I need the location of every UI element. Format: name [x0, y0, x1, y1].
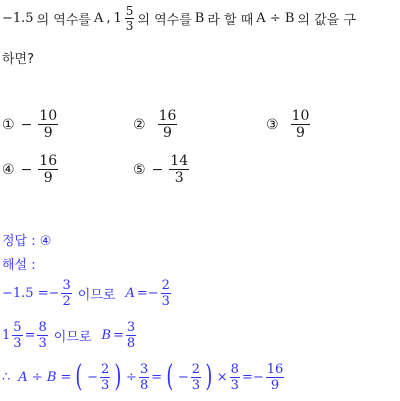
option-marker: ⑤	[133, 161, 146, 178]
fraction	[191, 363, 201, 392]
numerator: 10	[291, 108, 310, 124]
solution-step-1	[2, 279, 171, 308]
denominator: 3	[161, 294, 170, 309]
numerator: 14	[170, 153, 189, 169]
fraction	[100, 363, 110, 392]
denominator: 3	[125, 19, 134, 33]
option-marker: ③	[266, 116, 279, 133]
numerator: 2	[161, 278, 170, 293]
step-expression: A ÷ B =	[18, 369, 72, 385]
numerator: 3	[139, 361, 149, 377]
denominator: 3	[230, 377, 239, 393]
denominator: 9	[163, 125, 172, 141]
option-3[interactable]	[266, 109, 310, 140]
numerator: 5	[125, 4, 134, 18]
divide-sign: ÷	[126, 369, 137, 385]
fraction	[230, 363, 240, 392]
left-paren: (	[75, 359, 83, 394]
option-marker: ②	[133, 116, 146, 133]
numerator: 2	[191, 361, 201, 377]
denominator: 3	[13, 336, 22, 351]
numerator: 16	[266, 361, 284, 377]
fraction	[266, 363, 285, 392]
right-paren: )	[114, 359, 122, 394]
equals: =	[151, 369, 163, 385]
negative-decimal: −1.5	[2, 11, 34, 26]
solution-step-3	[2, 359, 284, 394]
option-fraction	[158, 109, 178, 140]
option-fraction	[291, 109, 311, 140]
variable-b: B	[194, 11, 205, 26]
equals: =	[113, 328, 124, 343]
option-sign: −	[151, 161, 164, 178]
numerator: 2	[101, 361, 110, 377]
question-text: 의 값을 구	[297, 13, 356, 28]
question-text: 하면?	[2, 52, 35, 67]
variable-b: B	[101, 328, 111, 343]
option-marker: ④	[2, 161, 15, 178]
equals: =	[24, 328, 36, 343]
question-text: 의 역수를	[137, 13, 192, 28]
denominator: 9	[43, 125, 53, 141]
option-fraction	[38, 154, 58, 185]
numerator: 10	[39, 108, 58, 124]
times-sign: ×	[216, 369, 228, 385]
step-text: 이므로	[53, 330, 92, 345]
option-2[interactable]	[133, 109, 177, 140]
equals-negative: =−	[136, 286, 159, 301]
denominator: 3	[101, 377, 110, 393]
mixed-number-fraction	[125, 5, 135, 32]
denominator: 9	[270, 377, 280, 393]
step-expression: −1.5 =−	[2, 286, 60, 301]
step-text: 이므로	[77, 288, 116, 303]
denominator: 3	[174, 170, 184, 186]
option-5[interactable]	[133, 154, 189, 185]
denominator: 9	[43, 170, 53, 186]
negative-sign: −	[87, 369, 99, 385]
numerator: 3	[62, 278, 71, 293]
answer-label: 정답 : ④	[2, 234, 52, 249]
denominator: 8	[139, 377, 149, 393]
option-marker: ①	[2, 116, 15, 133]
numerator: 5	[13, 320, 22, 335]
variable-a: A	[93, 11, 104, 26]
therefore-symbol: ∴	[2, 369, 11, 385]
denominator: 3	[191, 377, 201, 393]
numerator: 16	[158, 108, 177, 124]
fraction	[126, 321, 136, 350]
mixed-number-whole: 1	[2, 328, 11, 343]
question-line-1	[2, 5, 356, 32]
option-fraction	[38, 109, 58, 140]
fraction	[37, 321, 47, 350]
option-1[interactable]	[2, 109, 58, 140]
fraction	[61, 279, 71, 308]
expression: A ÷ B	[256, 11, 295, 26]
denominator: 3	[38, 336, 47, 351]
option-4[interactable]	[2, 154, 58, 185]
numerator: 8	[230, 361, 239, 377]
option-fraction	[169, 154, 189, 185]
numerator: 16	[39, 153, 58, 169]
denominator: 9	[296, 125, 305, 141]
numerator: 3	[126, 320, 136, 335]
fraction	[139, 363, 149, 392]
solution-step-2	[2, 321, 136, 350]
denominator: 8	[126, 336, 136, 351]
mixed-number-whole: 1	[113, 11, 122, 26]
question-text: 의 역수를	[36, 13, 91, 28]
solution-label: 해설 :	[2, 258, 36, 273]
fraction	[12, 321, 22, 350]
equals-negative: =−	[241, 369, 264, 385]
negative-sign: −	[177, 369, 189, 385]
denominator: 2	[62, 294, 71, 309]
question-text: 라 할 때	[207, 13, 254, 28]
numerator: 8	[38, 320, 47, 335]
question-line-2	[2, 48, 34, 67]
right-paren: )	[205, 359, 213, 394]
left-paren: (	[166, 359, 174, 394]
option-sign: −	[20, 116, 33, 133]
fraction	[161, 279, 171, 308]
variable-a: A	[125, 286, 135, 301]
option-sign: −	[20, 161, 33, 178]
comma: ,	[106, 11, 111, 26]
